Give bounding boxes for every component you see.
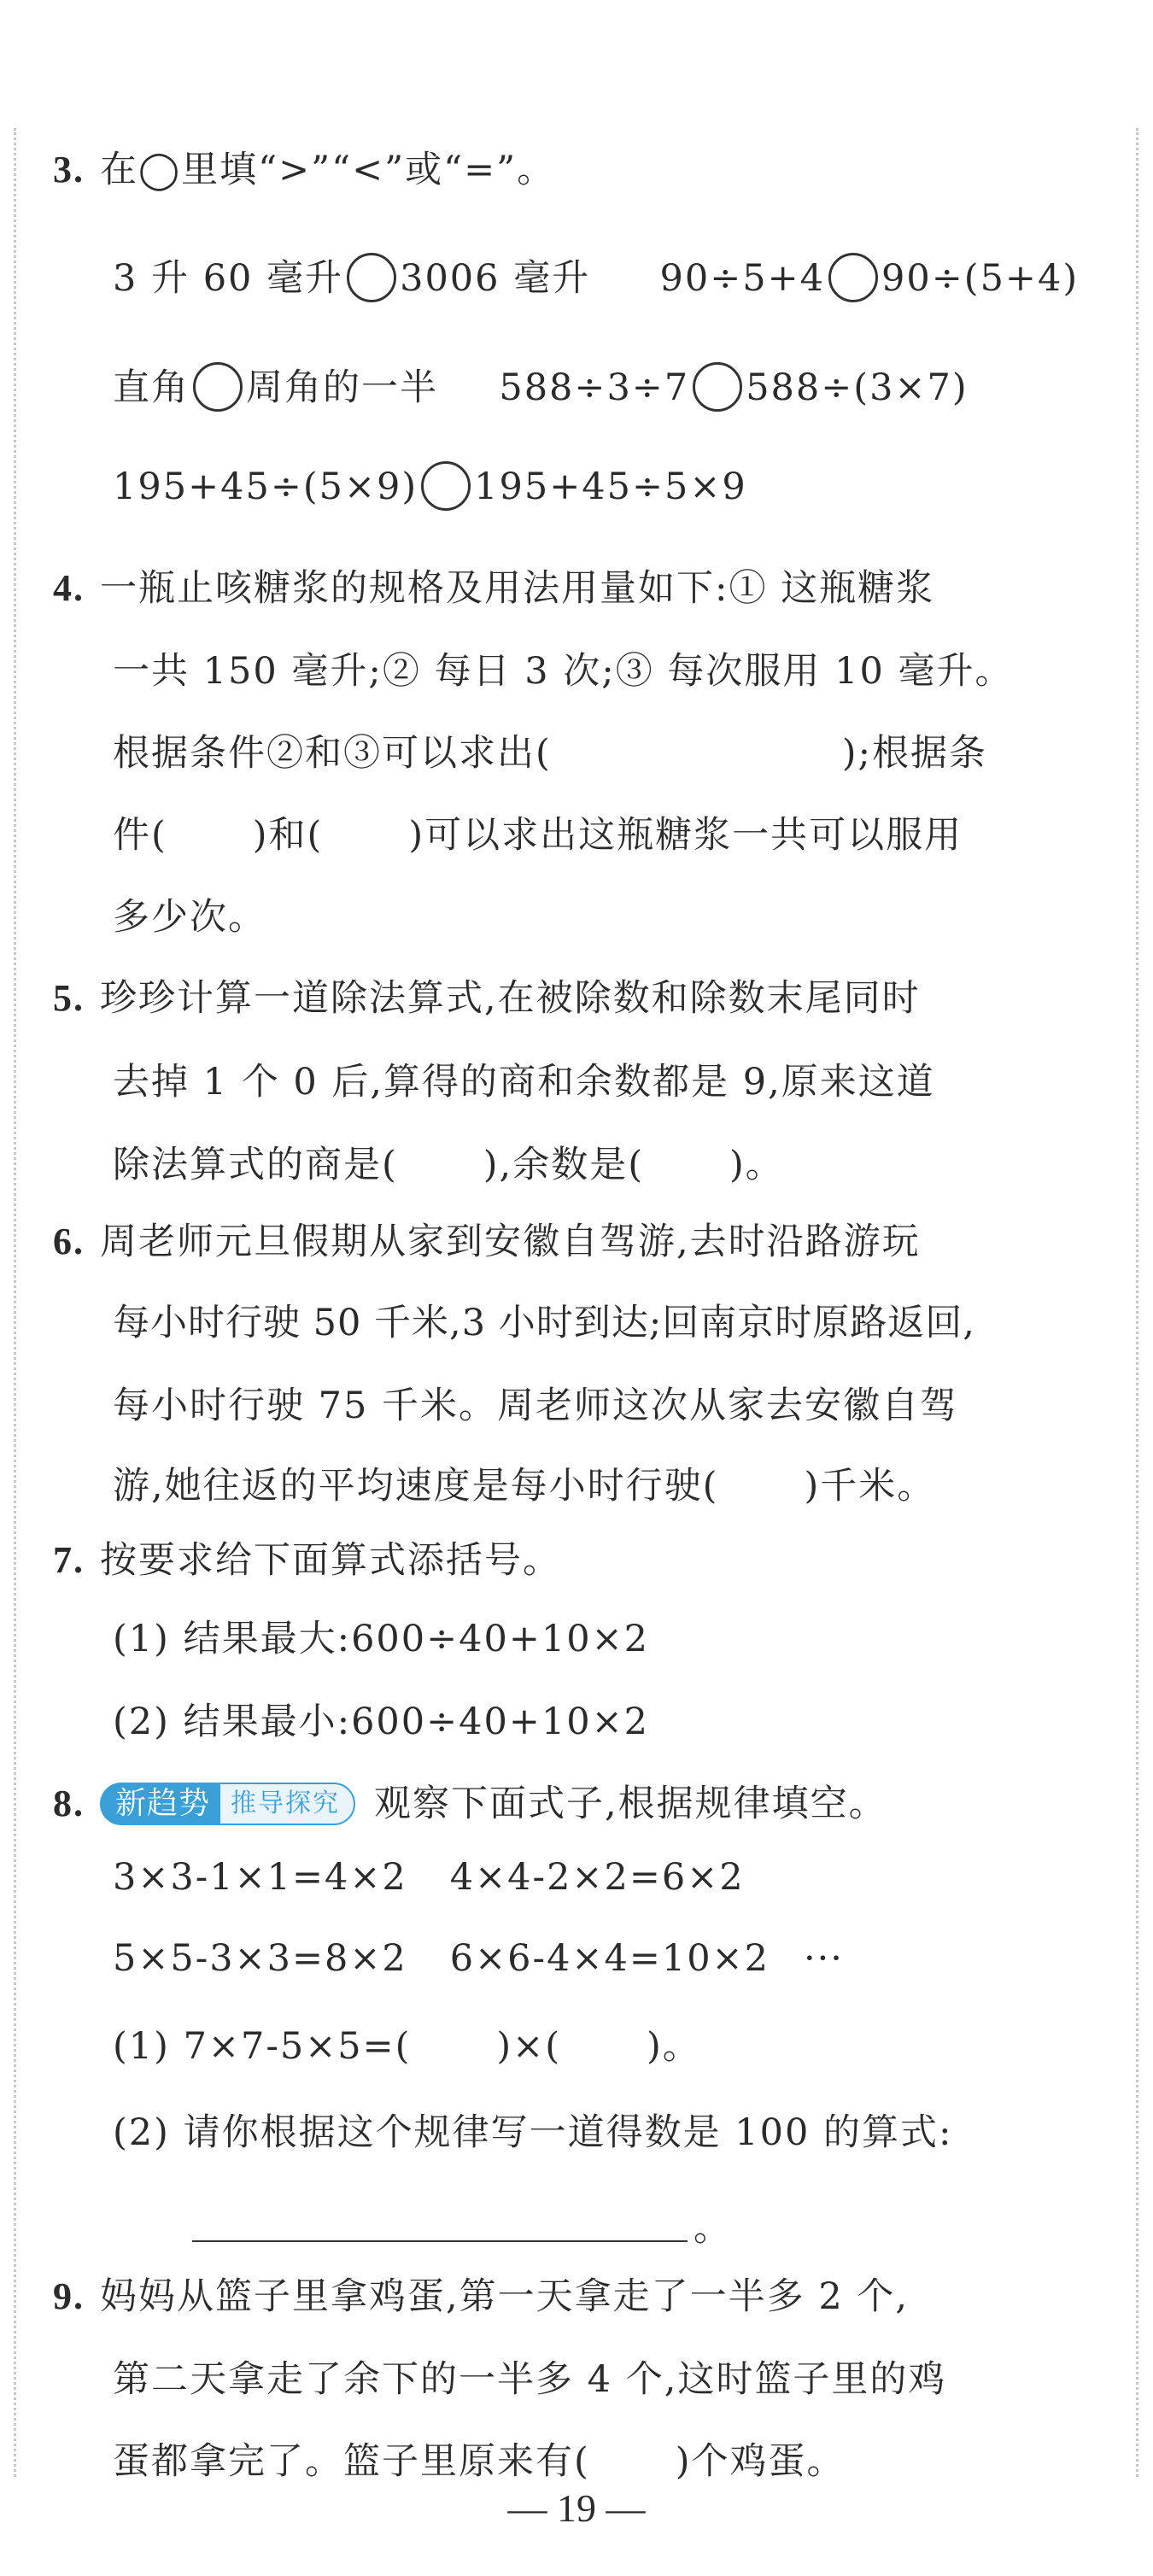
q3-r1a-right: 3006 毫升 — [400, 257, 591, 300]
q5-line-3 — [113, 1136, 784, 1188]
q6-text-2: 每小时行驶 50 千米,3 小时到达;回南京时原路返回, — [113, 1302, 975, 1344]
q8-answer-line[interactable] — [192, 2240, 688, 2242]
q8-text-sub-2-end: 。 — [694, 2207, 732, 2250]
q3-number: 3. — [53, 149, 85, 190]
q6-line-4 — [113, 1457, 935, 1509]
q5-line-2 — [113, 1053, 935, 1105]
q8-number: 8. — [53, 1783, 85, 1824]
q3-row-2 — [113, 359, 969, 412]
q8-text-sub-1b: )×( — [496, 2025, 561, 2068]
q4-text-2: 一共 150 毫升;② 每日 3 次;③ 每次服用 10 毫升。 — [113, 650, 1014, 693]
q3-r3-circle[interactable] — [421, 461, 471, 511]
q6-text-3: 每小时行驶 75 千米。周老师这次从家去安徽自驾 — [113, 1385, 959, 1427]
q9-text-2: 第二天拿走了余下的一半多 4 个,这时篮子里的鸡 — [113, 2358, 947, 2401]
q5-line-1 — [53, 969, 921, 1022]
q7-sub-2[interactable] — [113, 1693, 649, 1745]
q8-sub-1 — [113, 2017, 701, 2070]
q8-prompt: 观察下面式子,根据规律填空。 — [374, 1783, 887, 1825]
q7-sub-1[interactable] — [113, 1610, 649, 1662]
q3-row-1 — [113, 249, 1079, 302]
badge-new-trend: 新趋势 — [100, 1783, 220, 1825]
q8-eq-row-2 — [113, 1937, 844, 1980]
q6-line-1 — [53, 1213, 921, 1265]
q5-text-1: 珍珍计算一道除法算式,在被除数和除数末尾同时 — [100, 977, 921, 1020]
q5-number: 5. — [53, 977, 85, 1019]
badge-derivation: 推导探究 — [220, 1783, 355, 1825]
q4-text-5: 多少次。 — [113, 896, 266, 939]
q9-line-2 — [113, 2351, 946, 2403]
q8-eq-2: 4×4-2×2=6×2 — [449, 1856, 745, 1899]
q8-ellipsis: ··· — [803, 1937, 844, 1980]
q5-text-2: 去掉 1 个 0 后,算得的商和余数都是 9,原来这道 — [113, 1061, 935, 1104]
q8-text-sub-1c: )。 — [647, 2025, 701, 2068]
q3-r1a-circle[interactable] — [347, 253, 396, 302]
q5-text-3b: ),余数是( — [483, 1144, 645, 1186]
q8-eq-1: 3×3-1×1=4×2 — [113, 1856, 407, 1899]
q9-text-1: 妈妈从篮子里拿鸡蛋,第一天拿走了一半多 2 个, — [100, 2275, 910, 2318]
q5-text-3a: 除法算式的商是( — [113, 1144, 398, 1186]
q4-text-4b: )和( — [252, 814, 324, 857]
q3-r2b-circle[interactable] — [693, 362, 742, 412]
q3-r1b-right: 90÷(5+4) — [881, 257, 1080, 300]
left-dotted-border — [14, 128, 16, 2477]
q4-text-3b: );根据条 — [841, 732, 988, 775]
q8-text-sub-2: (2) 请你根据这个规律写一道得数是 100 的算式: — [113, 2111, 953, 2154]
q4-line-4 — [113, 806, 963, 858]
q6-line-3 — [113, 1377, 958, 1429]
q3-r1b-left: 90÷5+4 — [659, 257, 826, 300]
q4-line-1 — [53, 559, 934, 612]
q7-text-sub-1: (1) 结果最大:600÷40+10×2 — [113, 1618, 650, 1660]
q8-eq-4: 6×6-4×4=10×2 — [449, 1937, 770, 1980]
q9-text-3b: )个鸡蛋。 — [675, 2440, 846, 2483]
q4-line-2 — [113, 642, 1013, 694]
new-trend-badge — [100, 1783, 355, 1825]
q8-line-1 — [53, 1775, 887, 1827]
q3-r3-left: 195+45÷(5×9) — [113, 465, 418, 508]
q9-line-1 — [53, 2268, 909, 2320]
q7-prompt: 按要求给下面算式添括号。 — [100, 1539, 561, 1582]
q3-r2b-right: 588÷(3×7) — [746, 366, 969, 409]
q4-line-3 — [113, 724, 987, 776]
q4-line-5 — [113, 888, 266, 940]
q3-prompt: 在◯里填“>”“<”或“=”。 — [100, 149, 556, 191]
q8-sub-2 — [113, 2104, 952, 2156]
q4-text-3a: 根据条件②和③可以求出( — [113, 732, 552, 775]
q3-prompt-line — [53, 141, 555, 193]
q8-eq-3: 5×5-3×3=8×2 — [113, 1937, 407, 1980]
q3-r1b-circle[interactable] — [828, 253, 878, 302]
q5-text-3c: )。 — [729, 1144, 784, 1186]
q8-text-sub-1a: (1) 7×7-5×5=( — [113, 2025, 412, 2068]
right-dotted-border — [1136, 128, 1138, 2477]
q6-text-1: 周老师元旦假期从家到安徽自驾游,去时沿路游玩 — [100, 1221, 921, 1263]
q9-text-3a: 蛋都拿完了。篮子里原来有( — [113, 2440, 590, 2483]
q6-line-2 — [113, 1294, 975, 1346]
q3-r2a-circle[interactable] — [193, 362, 243, 412]
q3-r2b-left: 588÷3÷7 — [499, 366, 690, 409]
q4-number: 4. — [53, 567, 85, 609]
page-number: — 19 — — [507, 2486, 646, 2530]
q6-text-4b: )千米。 — [804, 1465, 936, 1508]
q7-line-1 — [53, 1531, 561, 1584]
q3-r2a-left: 直角 — [113, 366, 190, 409]
q3-r3-right: 195+45÷5×9 — [474, 465, 747, 508]
q8-eq-row-1 — [113, 1856, 745, 1899]
q7-text-sub-2: (2) 结果最小:600÷40+10×2 — [113, 1701, 650, 1743]
q3-row-3 — [113, 465, 747, 511]
q3-r1a-left: 3 升 60 毫升 — [113, 257, 344, 300]
q3-r2a-right: 周角的一半 — [246, 366, 438, 409]
q6-number: 6. — [53, 1221, 85, 1262]
q9-number: 9. — [53, 2275, 85, 2317]
q8-sub-2-end — [694, 2199, 732, 2251]
q9-line-3 — [113, 2433, 846, 2485]
q4-text-1: 一瓶止咳糖浆的规格及用法用量如下:① 这瓶糖浆 — [100, 567, 935, 610]
q6-text-4a: 游,她往返的平均速度是每小时行驶( — [113, 1465, 719, 1508]
q4-text-4a: 件( — [113, 814, 167, 857]
q7-number: 7. — [53, 1539, 85, 1581]
q4-text-4c: )可以求出这瓶糖浆一共可以服用 — [408, 814, 963, 857]
